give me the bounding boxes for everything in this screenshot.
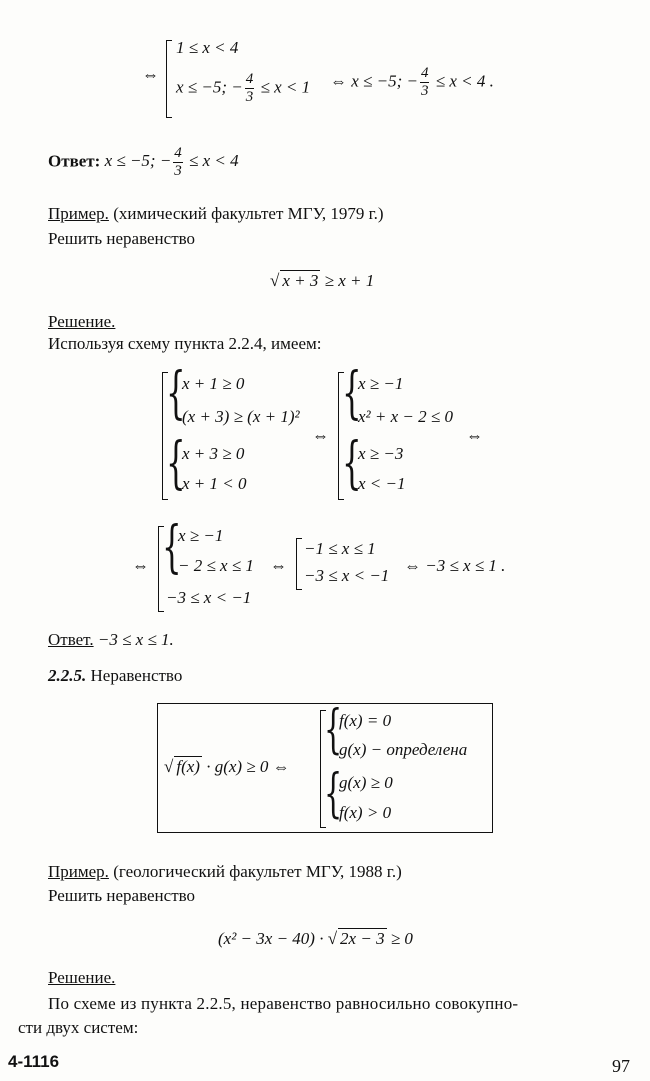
system-line: x + 1 ≥ 0	[182, 374, 245, 393]
system-line: x ≤ −5; − $\frac{4}{3}$ ≤ x < 1	[176, 71, 311, 105]
solution-2-text: сти двух систем:	[18, 1018, 139, 1037]
brace: {	[166, 431, 186, 496]
system-line: −1 ≤ x ≤ 1	[304, 539, 376, 558]
equiv-arrow: ⇔	[132, 556, 149, 575]
section-heading: 2.2.5. Неравенство	[48, 666, 183, 685]
system-line: − 2 ≤ x ≤ 1	[178, 556, 254, 575]
system-line: x² + x − 2 ≤ 0	[358, 407, 453, 426]
system-line: x + 1 < 0	[182, 474, 247, 493]
system-line: f(x) = 0	[339, 711, 392, 730]
system-line: x ≥ −1	[178, 526, 224, 545]
equiv-arrow: ⇔	[466, 426, 483, 445]
page-number: 97	[612, 1056, 630, 1076]
brace: {	[166, 361, 186, 426]
system-line: −3 ≤ x < −1	[304, 566, 390, 585]
system-line: x ≥ −3	[358, 444, 404, 463]
brace: {	[324, 700, 343, 760]
example-1-task: Решить неравенство	[48, 229, 196, 248]
example-2-task: Решить неравенство	[48, 886, 196, 905]
print-code: 4-1116	[8, 1052, 60, 1071]
system-line: −3 ≤ x < −1	[166, 588, 252, 607]
example-1-inequality: √ x + 3 ≥ x + 1	[270, 271, 375, 290]
answer-1: Ответ: x ≤ −5; − $\frac{4}{3}$ ≤ x < 4	[48, 145, 239, 179]
system-line: x + 3 ≥ 0	[182, 444, 245, 463]
bracket	[296, 538, 302, 590]
example-2-inequality: (x² − 3x − 40) · √ 2x − 3 ≥ 0	[218, 929, 413, 948]
row2-result: ⇔ −3 ≤ x ≤ 1 .	[404, 556, 506, 575]
brace: {	[162, 515, 182, 580]
bracket	[166, 40, 172, 118]
brace: {	[342, 361, 362, 426]
solution-2-text: По схеме из пункта 2.2.5, неравенство равносильно совокупно-	[48, 994, 519, 1013]
solution-1-intro: Используя схему пункта 2.2.4, имеем:	[48, 334, 322, 353]
example-2-heading: Пример. (геологический факультет МГУ, 1988 г.)	[48, 862, 402, 881]
system-line: g(x) ≥ 0	[339, 773, 393, 792]
brace: {	[324, 764, 343, 824]
system-line: 1 ≤ x < 4	[176, 38, 239, 57]
answer-2: Ответ. −3 ≤ x ≤ 1.	[48, 630, 174, 649]
system-line: x ≥ −1	[358, 374, 404, 393]
system-line: (x + 3) ≥ (x + 1)²	[182, 407, 300, 426]
system-line: x < −1	[358, 474, 406, 493]
system-line: f(x) > 0	[339, 803, 392, 822]
system-result: ⇔ x ≤ −5; − $\frac{4}{3}$ ≤ x < 4 .	[330, 65, 494, 99]
example-1-heading: Пример. (химический факультет МГУ, 1979 г.)	[48, 204, 384, 223]
equiv-arrow: ⇔	[312, 426, 329, 445]
equiv-arrow: ⇔	[142, 65, 159, 84]
solution-1-label: Решение.	[48, 312, 116, 331]
equiv-arrow: ⇔	[270, 556, 287, 575]
solution-2-label: Решение.	[48, 968, 116, 987]
brace: {	[342, 431, 362, 496]
boxed-lhs: √ f(x) · g(x) ≥ 0 ⇔	[164, 757, 290, 776]
system-line: g(x) − определена	[339, 740, 468, 759]
